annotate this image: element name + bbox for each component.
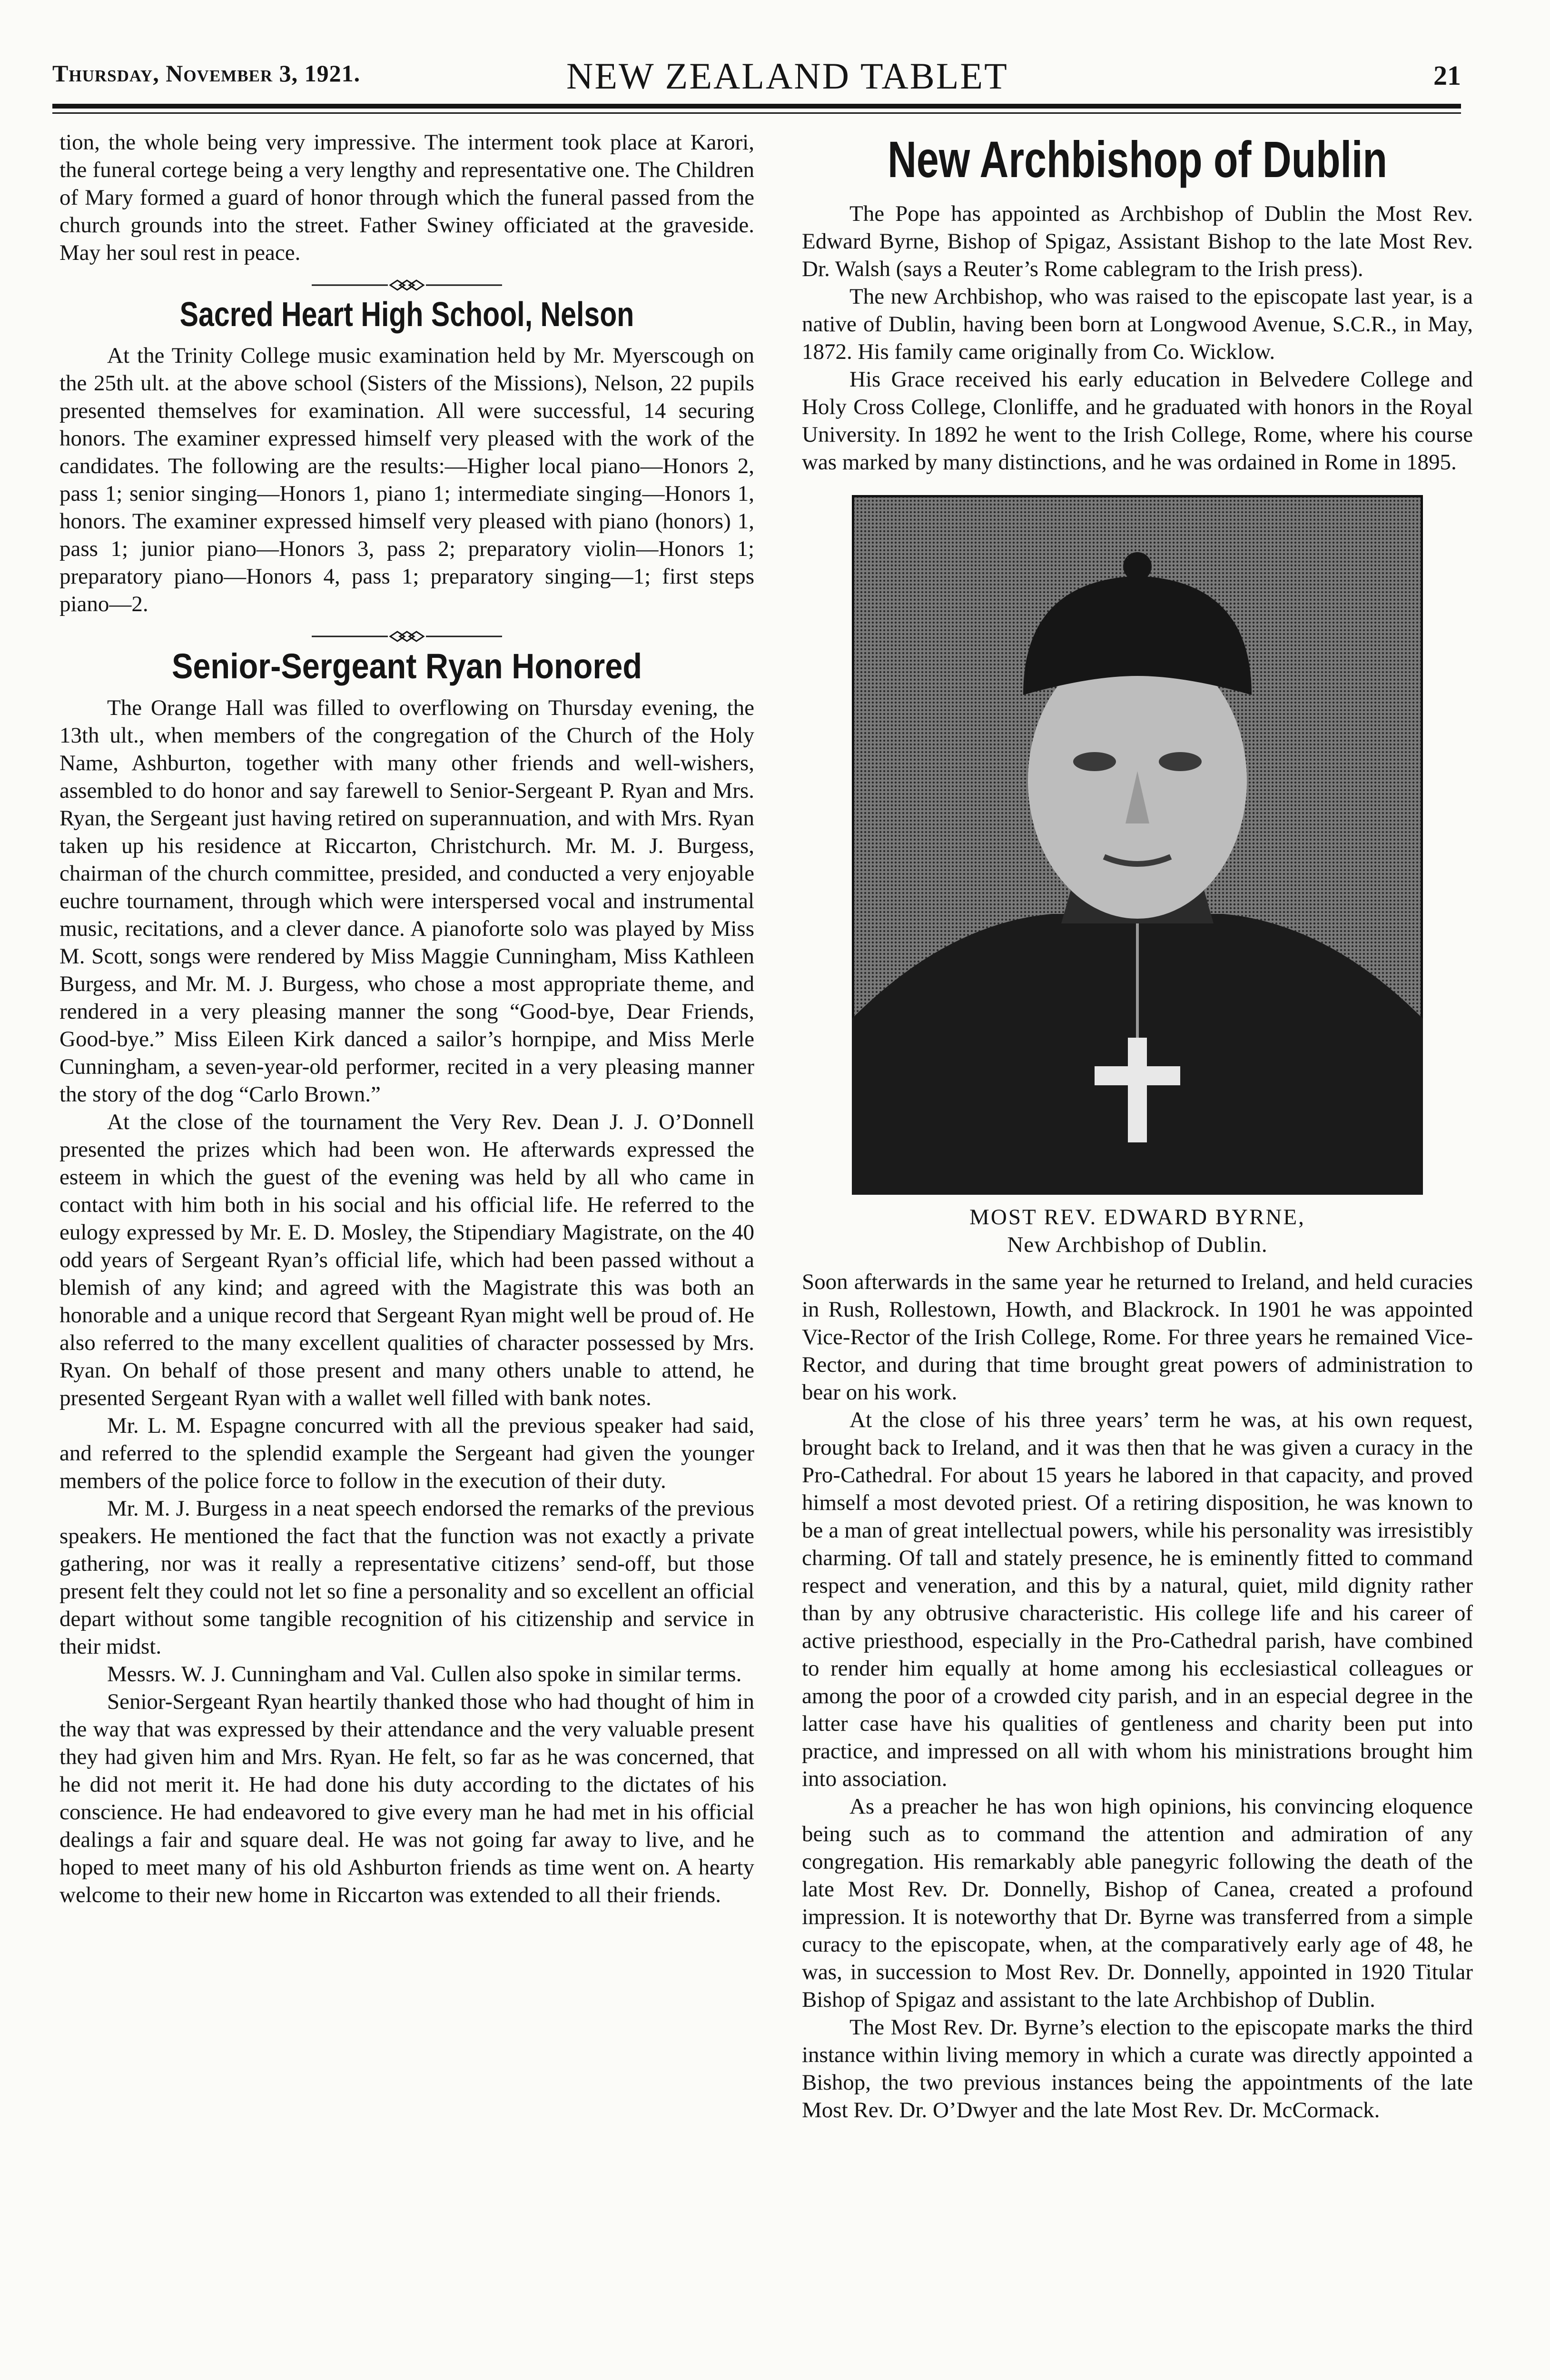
issue-date: Thursday, November 3, 1921. bbox=[52, 60, 361, 87]
article-paragraph: Mr. L. M. Espagne concurred with all the previous speaker had said, and referred to the splendid example the Sergeant had given the younger members of the police force to follow in the execution of their duty. bbox=[59, 1413, 754, 1493]
sacred-heart-heading: Sacred Heart High School, Nelson bbox=[179, 296, 634, 334]
article-paragraph: His Grace received his early education in Belvedere College and Holy Cross College, Clonliffe, and he graduated with honors in the Royal University. In 1892 he went to the Irish College, Rome, where his course was marked by many distinctions, and he was ordained in Rome in 1895. bbox=[802, 367, 1473, 475]
article-paragraph: The Orange Hall was filled to overflowing on Thursday evening, the 13th ult., when members of the congregation of the Church of the Holy Name, Ashburton, together with many other friends and well-wishers, assembled to do honor and say farewell to Senior-Sergeant P. Ryan and Mrs. Ryan, the Sergeant just having retired on superannuation, and with Mrs. Ryan taken up his residence at Riccarton, Christchurch. Mr. M. J. Burgess, chairman of the church committee, presided, and conducted a very enjoyable euchre tournament, through which were interspersed vocal and instrumental music, recitations, and a clever dance. A pianoforte solo was played by Miss M. Scott, songs were rendered by Miss Maggie Cunningham, Miss Kathleen Burgess, and Mr. M. J. Burgess, who chose a most appropriate theme, and rendered in a very pleasing manner the song “Good-bye, Dear Friends, Good-bye.” Miss Eileen Kirk danced a sailor’s hornpipe, and Miss Merle Cunningham, a seven-year-old performer, recited in a very pleasing manner the story of the dog “Carlo Brown.” bbox=[59, 695, 754, 1107]
ornament-divider bbox=[59, 271, 754, 288]
portrait-figure bbox=[852, 495, 1423, 1259]
funeral-article-end: tion, the whole being very impressive. The interment took place at Karori, the funeral cortege being a very lengthy and representative one. The Children of Mary formed a guard of honor through which the funeral passed from the church grounds into the street. Father Swiney officiated at the graveside. May her soul rest in peace. bbox=[59, 130, 754, 265]
left-column bbox=[59, 129, 754, 1909]
article-paragraph: At the close of his three years’ term he was, at his own request, brought back to Ireland, and it was then that he was given a curacy in the Pro-Cathedral. For about 15 years he labored in that capacity, and proved himself a most devoted priest. Of a retiring disposition, he was known to be a man of great intellectual powers, while his personality was irresistibly charming. Of tall and stately presence, he is eminently fitted to command respect and veneration, and this by a natural, quiet, mild dignity rather than by any obtrusive characteristic. His college life and his career of active priesthood, especially in the Pro-Cathedral parish, have combined to render him equally at home among his ecclesiastical colleagues or among the poor of a crowded city parish, and in an especial degree in the latter case have his qualities of gentleness and charity been put into practice, and impressed on all with whom his ministrations brought him into association. bbox=[802, 1408, 1473, 1791]
page-number: 21 bbox=[1433, 60, 1461, 91]
caption-line: New Archbishop of Dublin. bbox=[1007, 1232, 1268, 1257]
header-rule bbox=[52, 104, 1461, 109]
newspaper-title: NEW ZEALAND TABLET bbox=[566, 55, 1008, 97]
senior-sergeant-heading: Senior-Sergeant Ryan Honored bbox=[171, 646, 642, 686]
header-rule-thin bbox=[52, 112, 1461, 114]
portrait-caption bbox=[852, 1203, 1423, 1259]
article-paragraph: The Pope has appointed as Archbishop of Dublin the Most Rev. Edward Byrne, Bishop of Spigaz, Assistant Bishop to the late Most Rev. Dr. Walsh (says a Reuter’s Rome cablegram to the Irish press). bbox=[802, 201, 1473, 281]
right-column bbox=[802, 129, 1473, 2124]
article-paragraph: At the close of the tournament the Very Rev. Dean J. J. O’Donnell presented the prizes which had been won. He afterwards expressed the esteem in which the guest of the evening was held by all who came in contact with him both in his social and his official life. He referred to the eulogy expressed by Mr. E. D. Mosley, the Stipendiary Magistrate, on the 40 odd years of Sergeant Ryan’s official life, which had been passed without a blemish of any kind; and agreed with the Magistrate this was both an honorable and a unique record that Sergeant Ryan might well be proud of. He also referred to the many excellent qualities of character possessed by Mrs. Ryan. On behalf of those present and many others unable to attend, he presented Sergeant Ryan with a wallet well filled with bank notes. bbox=[59, 1110, 754, 1410]
archbishop-portrait bbox=[852, 495, 1423, 1195]
sacred-heart-body: At the Trinity College music examination held by Mr. Myerscough on the 25th ult. at the above school (Sisters of the Missions), Nelson, 22 pupils presented themselves for examination. All were successful, 14 securing honors. The examiner expressed himself very pleased with the work of the candidates. The following are the results:—Higher local piano—Honors 2, pass 1; senior singing—Honors 1, piano 1; intermediate singing—Honors 1, honors. The examiner expressed himself very pleased with piano (honors) 1, pass 1; junior piano—Honors 3, pass 2; preparatory violin—Honors 1; preparatory piano—Honors 4, pass 1; preparatory singing—1; first steps piano—2. bbox=[59, 343, 754, 616]
archbishop-heading: New Archbishop of Dublin bbox=[888, 130, 1387, 188]
article-paragraph: Senior-Sergeant Ryan heartily thanked those who had thought of him in the way that was expressed by their attendance and the very valuable present they had given him and Mrs. Ryan. He felt, so far as he was concerned, that he did not merit it. He had done his duty according to the dictates of his conscience. He had endeavored to give every man he had met in his official dealings a fair and square deal. He was not going far away to live, and he hoped to meet many of his old Ashburton friends as time went on. A hearty welcome to their new home in Riccarton was extended to all their friends. bbox=[59, 1689, 754, 1907]
masthead bbox=[52, 45, 1461, 102]
article-paragraph: Mr. M. J. Burgess in a neat speech endorsed the remarks of the previous speakers. He mentioned the fact that the function was not exactly a private gathering, nor was it really a representative citizens’ send-off, but those present felt they could not let so fine a personality and so excellent an official depart without some tangible recognition of his citizenship and service in their midst. bbox=[59, 1496, 754, 1659]
article-paragraph: Soon afterwards in the same year he returned to Ireland, and held curacies in Rush, Rollestown, Howth, and Blackrock. In 1901 he was appointed Vice-Rector of the Irish College, Rome. For three years he remained Vice-Rector, and during that time brought great powers of administration to bear on his work. bbox=[802, 1269, 1473, 1405]
caption-line: MOST REV. EDWARD BYRNE, bbox=[969, 1205, 1305, 1230]
article-paragraph: The Most Rev. Dr. Byrne’s election to the episcopate marks the third instance within living memory in which a curate was directly appointed a Bishop, the two previous instances being the appointments of the late Most Rev. Dr. O’Dwyer and the late Most Rev. Dr. McCormack. bbox=[802, 2015, 1473, 2122]
article-paragraph: As a preacher he has won high opinions, his convincing eloquence being such as to command the attention and admiration of any congregation. His remarkably able panegyric following the death of the late Most Rev. Dr. Donnelly, Bishop of Canea, created a profound impression. It is noteworthy that Dr. Byrne was transferred from a simple curacy to the episcopate, when, at the comparatively early age of 48, he was, in succession to Most Rev. Dr. Donnelly, appointed in 1920 Titular Bishop of Spigaz and assistant to the late Archbishop of Dublin. bbox=[802, 1794, 1473, 2012]
article-paragraph: Messrs. W. J. Cunningham and Val. Cullen also spoke in similar terms. bbox=[107, 1662, 742, 1686]
ornament-divider bbox=[59, 623, 754, 639]
article-paragraph: The new Archbishop, who was raised to the episcopate last year, is a native of Dublin, having been born at Longwood Avenue, S.C.R., in May, 1872. His family came originally from Co. Wicklow. bbox=[802, 284, 1473, 364]
